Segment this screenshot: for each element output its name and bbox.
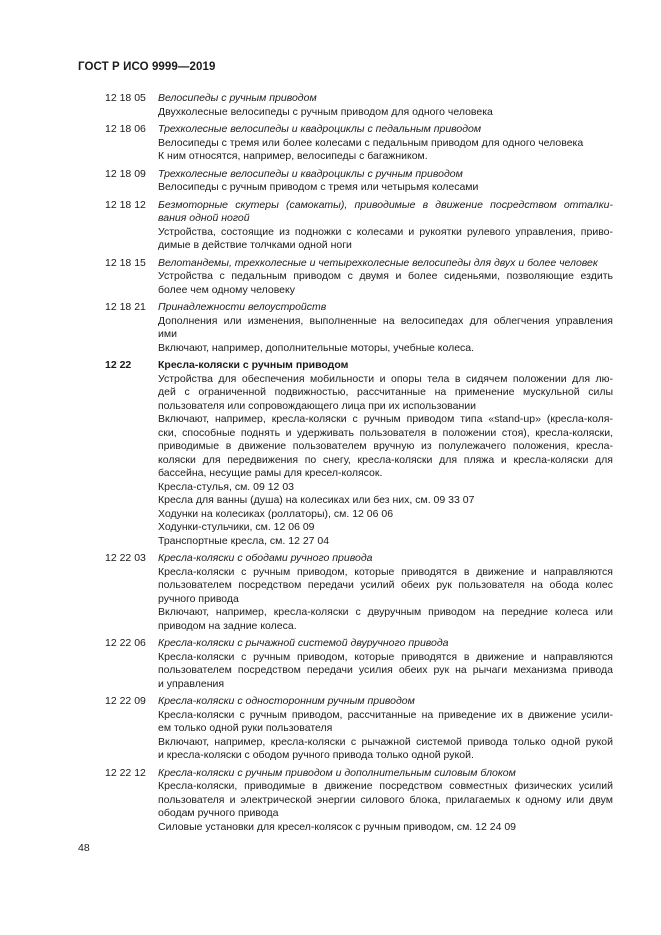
class-description-line: Устройства с педальным приводом с двумя и более сиденьями, позволяющие ездить [158, 270, 613, 282]
class-code: 12 22 06 [105, 637, 146, 649]
class-code: 12 18 09 [105, 167, 146, 180]
class-code: 12 22 03 [105, 552, 146, 564]
class-description-line: Кресла-коляски с ручным приводом, которые приводятся в движение и направляются [158, 650, 613, 663]
class-title-cont: вания одной ногой [158, 212, 250, 224]
class-description-line: Кресла-коляски, приводимые в движение посредством совместных физических усилий [158, 780, 613, 792]
class-code: 12 18 06 [105, 123, 146, 135]
class-title: Кресла-коляски с ручным приводом [158, 359, 349, 371]
class-title: Безмоторные скутеры (самокаты), приводимые в движение посредством отталки- [158, 198, 613, 211]
class-description-line: приводом на задние колеса. [158, 619, 297, 632]
class-entry [0, 301, 661, 355]
class-description-line: димые в действие толчками одной ноги [158, 239, 352, 251]
classification-entries [0, 92, 661, 838]
class-description-line: дей с ограниченной подвижностью, рассчитанные на применение мускульной силы [158, 386, 613, 398]
class-body [158, 92, 613, 119]
class-description-line: Ходунки на колесиках (роллаторы), см. 12 06 06 [158, 507, 394, 520]
class-entry [0, 637, 661, 691]
class-body [158, 637, 613, 691]
class-code: 12 22 [105, 359, 132, 371]
class-description-line: ручного привода [158, 592, 239, 605]
class-code: 12 22 09 [105, 695, 146, 707]
class-entry [0, 695, 661, 763]
class-title: Кресла-коляски с односторонним ручным приводом [158, 695, 415, 707]
class-description-line: и кресла-коляски с ободом ручного привода только одной рукой. [158, 749, 474, 761]
class-code: 12 22 12 [105, 766, 146, 779]
class-entry [0, 359, 661, 548]
class-entry [0, 767, 661, 835]
class-description-line: приводимые в движение пользователем вручную из полулежачего положения, кресла- [158, 440, 613, 452]
class-code: 12 18 21 [105, 301, 146, 313]
class-description-line: Включают, например, дополнительные моторы, учебные колеса. [158, 341, 475, 354]
class-description-line: Включают, например, кресла-коляски с рычажной системой привода только одной рукой [158, 735, 613, 748]
class-description-line: пользователя или сопровождающего лица при их использовании [158, 399, 476, 412]
class-description-line: Дополнения или изменения, выполненные на велосипедах для облегчения управления [158, 314, 613, 327]
class-description-line: пользователем посредством передачи усилий обеих рук пользователя на обода колес [158, 579, 613, 591]
class-description-line: Включают, например, кресла-коляски с двуручным приводом на передние колеса или [158, 606, 613, 618]
class-description-line: Устройства для обеспечения мобильности и опоры тела в сидячем положении для лю- [158, 372, 613, 385]
document-header: ГОСТ Р ИСО 9999—2019 [78, 61, 216, 73]
class-description-line: ободам ручного привода [158, 807, 279, 819]
class-entry [0, 168, 661, 195]
class-code: 12 18 15 [105, 256, 146, 269]
class-title: Принадлежности велоустройств [158, 301, 327, 313]
class-description-line: Кресла-стулья, см. 09 12 03 [158, 480, 294, 493]
class-title: Кресла-коляски с рычажной системой двуручного привода [158, 637, 449, 649]
class-description-line: бассейна, несущие рамы для кресел-колясок. [158, 467, 383, 479]
class-description-line: Кресла-коляски с ручным приводом, рассчитанные на приведение их в движение усили- [158, 708, 613, 721]
class-entry [0, 92, 661, 119]
class-description-line: и управления [158, 677, 225, 690]
class-title: Кресла-коляски с ручным приводом и дополнительным силовым блоком [158, 766, 516, 779]
class-description-line: Включают, например, кресла-коляски с ручным приводом типа «stand-up» (кресла-коля- [158, 413, 613, 425]
class-body [158, 123, 613, 164]
class-description-line: Кресла-коляски с ручным приводом, которые приводятся в движение и направляются [158, 565, 613, 578]
class-description-line: Двухколесные велосипеды с ручным приводом для одного человека [158, 105, 493, 118]
class-description-line: коляски для передвижения по снегу, кресла-коляски для пляжа и кресла-коляски для [158, 453, 613, 466]
class-body [158, 199, 613, 253]
class-description-line: Ходунки-стульчики, см. 12 06 09 [158, 521, 315, 533]
class-title: Кресла-коляски с ободами ручного привода [158, 552, 373, 564]
class-description-line: более чем одному человеку [158, 283, 295, 296]
class-body [158, 301, 613, 355]
class-description-line: ем только одной руки пользователя [158, 722, 333, 734]
class-description-line: пользователем посредством передачи усилия обеих рук на рычаги механизма привода [158, 664, 613, 676]
class-code: 12 18 12 [105, 198, 146, 211]
class-body [158, 168, 613, 195]
class-description-line: пользователя и электрической энергии силового блока, прилагаемых к одному или двум [158, 793, 613, 806]
class-body [158, 257, 613, 298]
class-body [158, 695, 613, 763]
class-body [158, 359, 613, 548]
class-title: Велотандемы, трехколесные и четырехколесные велосипеды для двух и более человек [158, 256, 598, 269]
class-body [158, 767, 613, 835]
class-entry [0, 199, 661, 253]
class-description-line: Силовые установки для кресел-колясок с ручным приводом, см. 12 24 09 [158, 820, 517, 833]
class-title: Велосипеды с ручным приводом [158, 92, 317, 104]
class-description-line: Транспортные кресла, см. 12 27 04 [158, 534, 330, 547]
class-entry [0, 552, 661, 633]
class-description-line: Велосипеды с ручным приводом с тремя или четырьмя колесами [158, 181, 479, 193]
class-entry [0, 257, 661, 298]
class-body [158, 552, 613, 633]
class-description-line: ими [158, 328, 177, 340]
class-description-line: ски, способные поднять и удерживать пользователя в положении стоя), кресла-коляски, [158, 426, 613, 439]
class-code: 12 18 05 [105, 92, 146, 104]
class-description-line: Велосипеды с тремя или более колесами с педальным приводом для одного человека [158, 136, 584, 149]
class-entry [0, 123, 661, 164]
class-title: Трехколесные велосипеды и квадроциклы с педальным приводом [158, 123, 482, 135]
class-description-line: К ним относятся, например, велосипеды с багажником. [158, 150, 428, 162]
class-description-line: Устройства, состоящие из подножки с колесами и рукоятки рулевого управления, приво- [158, 225, 613, 238]
class-title: Трехколесные велосипеды и квадроциклы с ручным приводом [158, 167, 463, 180]
page-number: 48 [78, 842, 90, 854]
class-description-line: Кресла для ванны (душа) на колесиках или без них, см. 09 33 07 [158, 494, 475, 506]
